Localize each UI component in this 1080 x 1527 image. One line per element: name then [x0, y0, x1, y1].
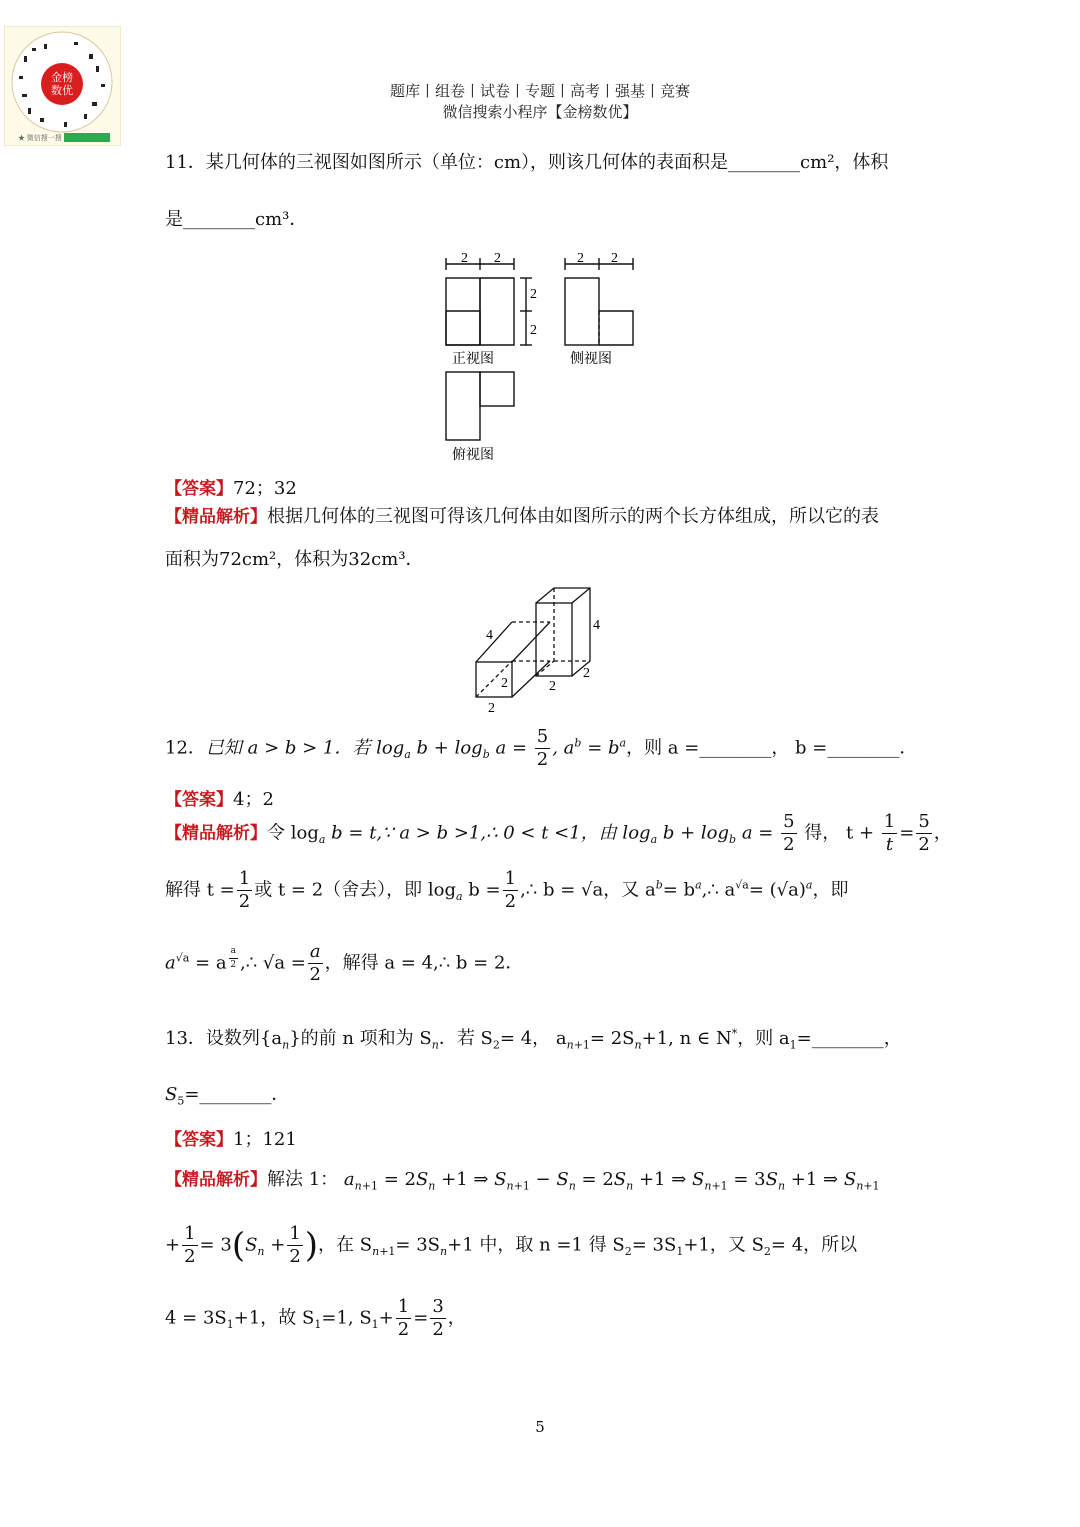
- header-subtitle: 微信搜索小程序【金榜数优】: [442, 103, 638, 121]
- svg-text:2: 2: [530, 287, 537, 302]
- q11-analysis-line1: 【精品解析】根据几何体的三视图可得该几何体由如图所示的两个长方体组成，所以它的表: [165, 506, 879, 527]
- page-number: 5: [535, 1418, 545, 1436]
- svg-text:2: 2: [501, 676, 508, 691]
- q12-stem: 12．已知 a > b > 1．若 $\log_a b + \log_b a$ = $\frac{5}{2}$ , $a^b = b^a$，则 a =________， b =________．: [165, 726, 918, 770]
- q11-stem-line1: 11．某几何体的三视图如图所示（单位：cm），则该几何体的表面积是________cm²，体积: [165, 152, 889, 173]
- three-view-diagram: [440, 250, 640, 465]
- svg-text:2: 2: [461, 251, 468, 266]
- q13-answer: 【答案】1；121: [165, 1129, 297, 1150]
- q11-answer: 【答案】72；32: [165, 478, 297, 499]
- q11-stem-line2: 是________cm³．: [165, 209, 308, 230]
- header-nav: 题库丨组卷丨试卷丨专题丨高考丨强基丨竞赛: [389, 82, 690, 100]
- svg-text:★ 微信搜一搜: ★ 微信搜一搜: [18, 134, 62, 142]
- logo-text-1: 金榜: [51, 72, 73, 84]
- svg-text:2: 2: [577, 251, 584, 266]
- svg-text:2: 2: [488, 701, 495, 716]
- top-view-label: 俯视图: [452, 447, 494, 463]
- q12-analysis-line3: $a^{√a} = a$ $^{\frac{a}{2}}$ ,∴ √a = $\frac{a}{2}$ ，解得 a = 4,∴ b = 2．: [165, 941, 524, 985]
- svg-text:4: 4: [593, 618, 600, 633]
- q12-analysis-line2: 解得 t = $\frac{1}{2}$ 或 t = 2（舍去），即 $\log_a b$ = $\frac{1}{2}$ ,∴ b = √a，又 $a^b=$ $b^a,\therefore$ $a^{√a}= (√a)^a$，即: [165, 868, 849, 912]
- q11-analysis-line2: 面积为72cm²，体积为32cm³．: [165, 549, 424, 570]
- q12-answer: 【答案】4；2: [165, 789, 274, 810]
- front-view-label: 正视图: [452, 351, 494, 367]
- svg-text:4: 4: [486, 628, 493, 643]
- q13-stem: 13．设数列$\{a_n\}$的前 n 项和为 $S_n$．若 $S_2= 4$， $a_{n+1}= 2S_n+1$, n ∈ N*，则 $a_1=\_\_\_\_\_\_\_\_$，: [165, 1027, 902, 1052]
- svg-text:2: 2: [611, 251, 618, 266]
- svg-text:2: 2: [530, 323, 537, 338]
- svg-text:2: 2: [583, 666, 590, 681]
- logo-text-2: 数优: [51, 85, 73, 97]
- q13-stem-line2: $S_5=\_\_\_\_\_\_\_\_$．: [165, 1084, 290, 1108]
- svg-text:2: 2: [494, 251, 501, 266]
- q13-analysis-line2: + $\frac{1}{2}$ = $3(S_n$ + $\frac{1}{2}$ )，在 $S_{n+1}= 3S_n+1$ 中，取 n =1 得 $S_2= 3S_1+1$，又 $S_2= 4$，所以: [165, 1223, 858, 1267]
- q13-analysis-line3: $4 = 3S_1+1$，故 $S_1=1$, $S_1+$ $\frac{1}{2}$ = $\frac{3}{2}$ ，: [165, 1296, 466, 1340]
- svg-text:2: 2: [549, 679, 556, 694]
- q12-analysis-line1: 【精品解析】令 $\log_a b$ = t,∵ a > b >1,∴ 0 < t <1，由 $\log_a b + \log_b a$ = $\frac{5}{2}$ 得， t + $\frac{1}{t}$ = $\frac{5}{2}$ ，: [165, 811, 952, 855]
- q13-analysis-line1: 【精品解析】解法 1： $a_{n+1} = 2S_n +1$ ⇒ $S_{n+1} - S_n = 2S_n +1$ ⇒ $S_{n+1} = 3S_n +1$ ⇒ $S_{n+1}$: [165, 1169, 880, 1193]
- side-view-label: 侧视图: [570, 351, 612, 367]
- solid-diagram: [470, 585, 610, 720]
